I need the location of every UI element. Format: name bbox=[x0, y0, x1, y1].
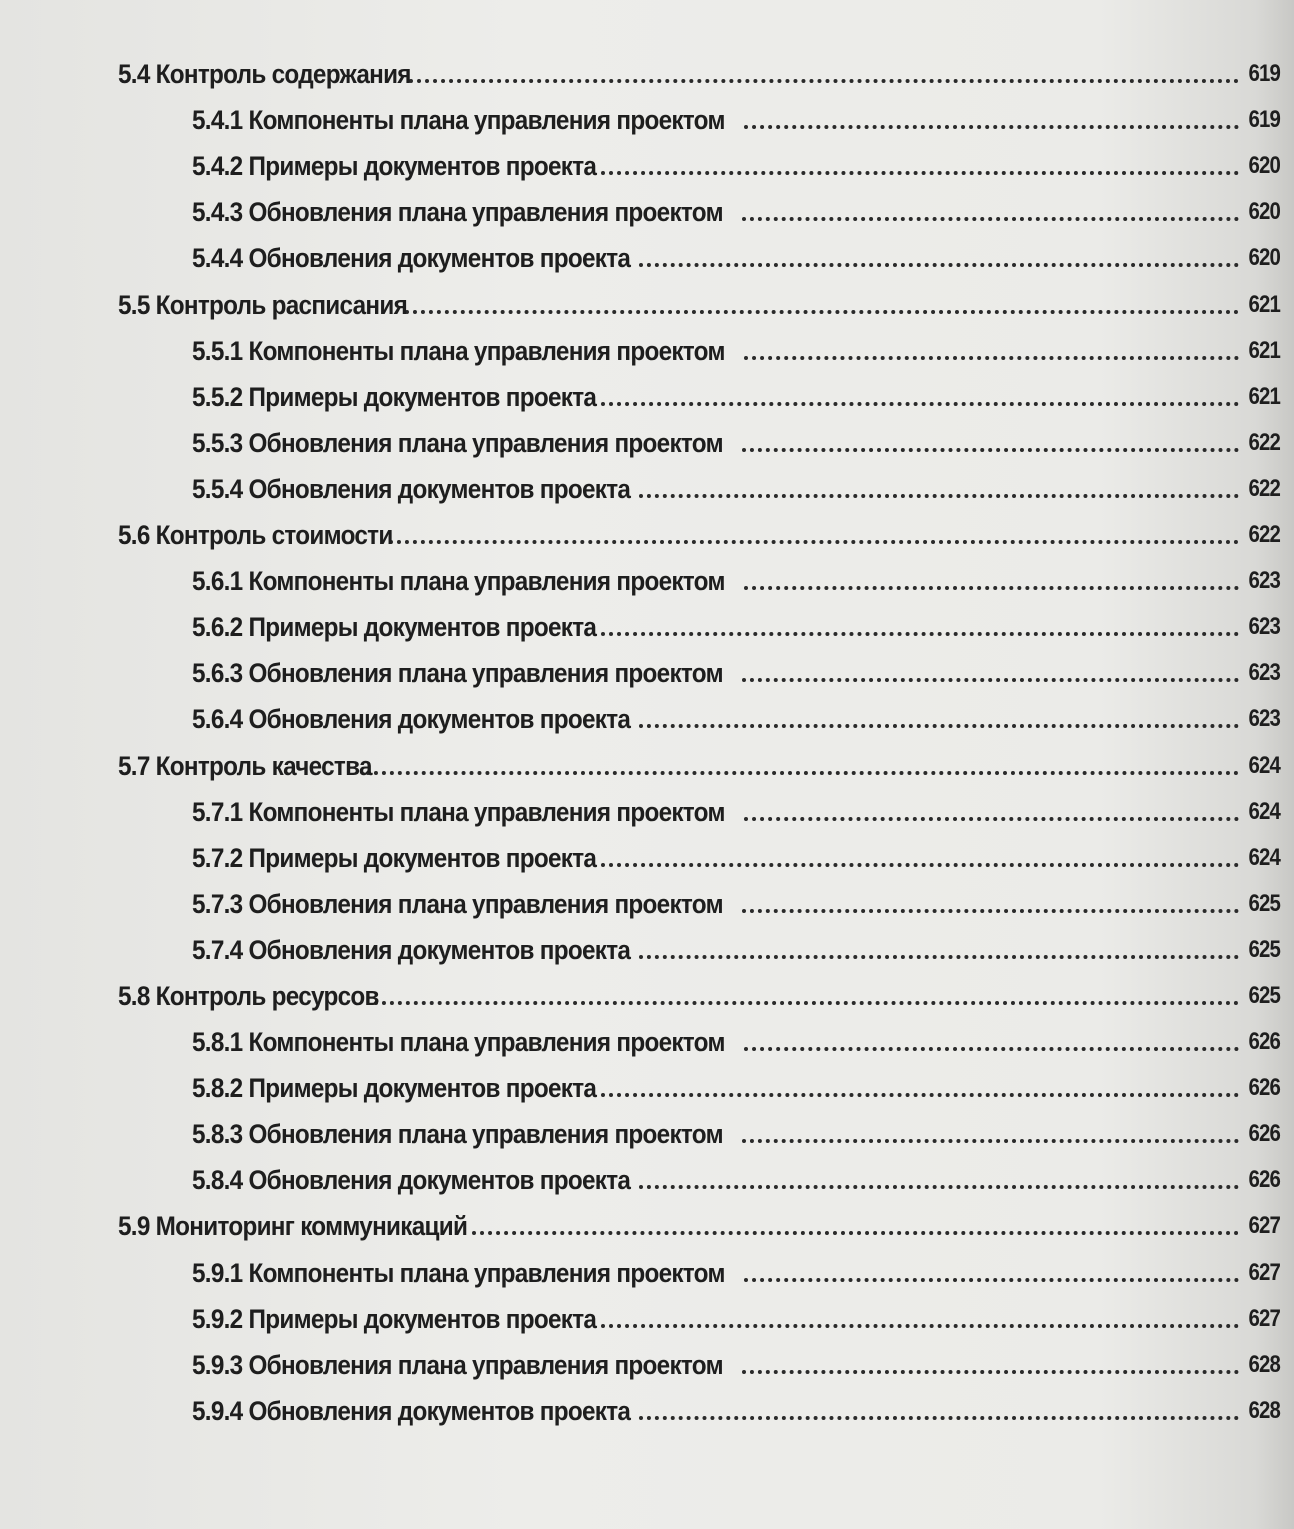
toc-subsection-entry bbox=[118, 1019, 1280, 1065]
dot-leader bbox=[374, 1001, 1239, 1005]
toc-subsection-entry bbox=[118, 374, 1280, 420]
dot-leader bbox=[744, 817, 1239, 821]
toc-subsection-entry bbox=[118, 143, 1280, 189]
toc-subsection-entry bbox=[118, 97, 1280, 143]
dot-leader bbox=[601, 1324, 1239, 1328]
dot-leader bbox=[744, 125, 1239, 129]
toc-entry-page-number: 626 bbox=[1248, 1074, 1280, 1102]
toc-entry-page-number: 623 bbox=[1248, 659, 1280, 687]
toc-entry-page-number: 620 bbox=[1248, 152, 1280, 180]
toc-section-entry bbox=[118, 51, 1280, 97]
toc-entry-page-number: 621 bbox=[1248, 336, 1280, 364]
toc-entry-title: 5.6.3 Обновления плана управления проектом bbox=[192, 658, 723, 689]
dot-leader bbox=[601, 863, 1239, 867]
toc-entry-page-number: 628 bbox=[1248, 1396, 1280, 1424]
toc-subsection-entry bbox=[118, 1065, 1280, 1111]
toc-entry-title: 5.8.1 Компоненты плана управления проектом bbox=[192, 1027, 725, 1058]
toc-entry-title: 5.8.3 Обновления плана управления проектом bbox=[192, 1119, 723, 1150]
toc-entry-title: 5.7.1 Компоненты плана управления проектом bbox=[192, 796, 725, 827]
dot-leader bbox=[744, 1278, 1239, 1282]
toc-subsection-entry bbox=[118, 420, 1280, 466]
toc-entry-page-number: 625 bbox=[1248, 935, 1280, 963]
toc-entry-page-number: 623 bbox=[1248, 705, 1280, 733]
toc-entry-title: 5.6 Контроль стоимости bbox=[118, 520, 393, 551]
toc-entry-title: 5.6.2 Примеры документов проекта bbox=[192, 612, 597, 643]
toc-entry-page-number: 622 bbox=[1248, 428, 1280, 456]
toc-entry-page-number: 627 bbox=[1248, 1304, 1280, 1332]
toc-entry-title: 5.7.2 Примеры документов проекта bbox=[192, 842, 597, 873]
toc-entry-page-number: 622 bbox=[1248, 521, 1280, 549]
toc-subsection-entry bbox=[118, 1388, 1280, 1434]
toc-entry-page-number: 626 bbox=[1248, 1028, 1280, 1056]
toc-entry-title: 5.7.4 Обновления документов проекта bbox=[192, 934, 631, 965]
toc-entry-page-number: 624 bbox=[1248, 843, 1280, 871]
toc-subsection-entry bbox=[118, 650, 1280, 696]
dot-leader bbox=[601, 632, 1239, 636]
toc-subsection-entry bbox=[118, 1157, 1280, 1203]
dot-leader bbox=[389, 540, 1239, 544]
toc-entry-page-number: 624 bbox=[1248, 797, 1280, 825]
toc-entry-page-number: 625 bbox=[1248, 889, 1280, 917]
toc-entry-page-number: 623 bbox=[1248, 613, 1280, 641]
toc-entry-title: 5.8.4 Обновления документов проекта bbox=[192, 1165, 631, 1196]
dot-leader bbox=[744, 586, 1239, 590]
toc-entry-page-number: 619 bbox=[1248, 106, 1280, 134]
toc-subsection-entry bbox=[118, 189, 1280, 235]
toc-entry-title: 5.7.3 Обновления плана управления проектом bbox=[192, 888, 723, 919]
toc-section-entry bbox=[118, 742, 1280, 788]
toc-subsection-entry bbox=[118, 1342, 1280, 1388]
toc-entry-page-number: 628 bbox=[1248, 1350, 1280, 1378]
dot-leader bbox=[639, 1416, 1239, 1420]
dot-leader bbox=[742, 448, 1239, 452]
dot-leader bbox=[601, 1093, 1239, 1097]
toc-entry-title: 5.7 Контроль качества bbox=[118, 750, 372, 781]
toc-entry-page-number: 620 bbox=[1248, 244, 1280, 272]
dot-leader bbox=[742, 1370, 1239, 1374]
toc-entry-page-number: 621 bbox=[1248, 290, 1280, 318]
toc-subsection-entry bbox=[118, 235, 1280, 281]
toc-subsection-entry bbox=[118, 604, 1280, 650]
dot-leader bbox=[405, 310, 1239, 314]
toc-entry-title: 5.4.4 Обновления документов проекта bbox=[192, 243, 631, 274]
toc-entry-title: 5.8 Контроль ресурсов bbox=[118, 980, 379, 1011]
toc-section-entry bbox=[118, 281, 1280, 327]
toc-subsection-entry bbox=[118, 927, 1280, 973]
toc-entry-page-number: 622 bbox=[1248, 474, 1280, 502]
dot-leader bbox=[601, 171, 1239, 175]
table-of-contents bbox=[118, 51, 1280, 1434]
toc-entry-title: 5.9.2 Примеры документов проекта bbox=[192, 1303, 597, 1334]
toc-entry-title: 5.5.4 Обновления документов проекта bbox=[192, 473, 631, 504]
dot-leader bbox=[472, 1231, 1239, 1235]
dot-leader bbox=[639, 494, 1239, 498]
toc-entry-page-number: 624 bbox=[1248, 751, 1280, 779]
dot-leader bbox=[742, 909, 1239, 913]
toc-entry-title: 5.4.1 Компоненты плана управления проектом bbox=[192, 105, 725, 136]
dot-leader bbox=[744, 1047, 1239, 1051]
toc-entry-page-number: 623 bbox=[1248, 567, 1280, 595]
dot-leader bbox=[601, 402, 1239, 406]
dot-leader bbox=[639, 1185, 1239, 1189]
toc-section-entry bbox=[118, 512, 1280, 558]
dot-leader bbox=[744, 356, 1239, 360]
toc-entry-title: 5.4 Контроль содержания bbox=[118, 59, 411, 90]
dot-leader bbox=[366, 771, 1239, 775]
toc-subsection-entry bbox=[118, 881, 1280, 927]
toc-entry-title: 5.5 Контроль расписания bbox=[118, 289, 408, 320]
toc-entry-title: 5.9.3 Обновления плана управления проектом bbox=[192, 1349, 723, 1380]
dot-leader bbox=[742, 217, 1239, 221]
toc-entry-page-number: 620 bbox=[1248, 198, 1280, 226]
toc-subsection-entry bbox=[118, 789, 1280, 835]
toc-subsection-entry bbox=[118, 466, 1280, 512]
toc-subsection-entry bbox=[118, 835, 1280, 881]
toc-subsection-entry bbox=[118, 558, 1280, 604]
toc-entry-title: 5.4.3 Обновления плана управления проектом bbox=[192, 197, 723, 228]
toc-entry-title: 5.4.2 Примеры документов проекта bbox=[192, 151, 597, 182]
toc-entry-title: 5.6.1 Компоненты плана управления проектом bbox=[192, 566, 725, 597]
toc-entry-page-number: 627 bbox=[1248, 1212, 1280, 1240]
toc-entry-page-number: 626 bbox=[1248, 1120, 1280, 1148]
toc-subsection-entry bbox=[118, 1249, 1280, 1295]
toc-entry-page-number: 626 bbox=[1248, 1166, 1280, 1194]
toc-entry-title: 5.5.1 Компоненты плана управления проектом bbox=[192, 335, 725, 366]
toc-entry-page-number: 621 bbox=[1248, 382, 1280, 410]
toc-entry-title: 5.5.3 Обновления плана управления проектом bbox=[192, 427, 723, 458]
toc-entry-title: 5.5.2 Примеры документов проекта bbox=[192, 381, 597, 412]
dot-leader bbox=[639, 724, 1239, 728]
toc-subsection-entry bbox=[118, 1111, 1280, 1157]
toc-entry-page-number: 625 bbox=[1248, 981, 1280, 1009]
dot-leader bbox=[742, 1139, 1239, 1143]
dot-leader bbox=[409, 79, 1239, 83]
toc-subsection-entry bbox=[118, 696, 1280, 742]
toc-subsection-entry bbox=[118, 1296, 1280, 1342]
toc-entry-title: 5.9.4 Обновления документов проекта bbox=[192, 1395, 631, 1426]
dot-leader bbox=[639, 263, 1239, 267]
toc-entry-title: 5.8.2 Примеры документов проекта bbox=[192, 1073, 597, 1104]
toc-section-entry bbox=[118, 973, 1280, 1019]
dot-leader bbox=[639, 955, 1239, 959]
toc-entry-title: 5.9 Мониторинг коммуникаций bbox=[118, 1211, 468, 1242]
dot-leader bbox=[742, 678, 1239, 682]
toc-entry-page-number: 619 bbox=[1248, 60, 1280, 88]
toc-subsection-entry bbox=[118, 328, 1280, 374]
toc-entry-title: 5.6.4 Обновления документов проекта bbox=[192, 704, 631, 735]
toc-entry-page-number: 627 bbox=[1248, 1258, 1280, 1286]
toc-section-entry bbox=[118, 1203, 1280, 1249]
toc-entry-title: 5.9.1 Компоненты плана управления проектом bbox=[192, 1257, 725, 1288]
